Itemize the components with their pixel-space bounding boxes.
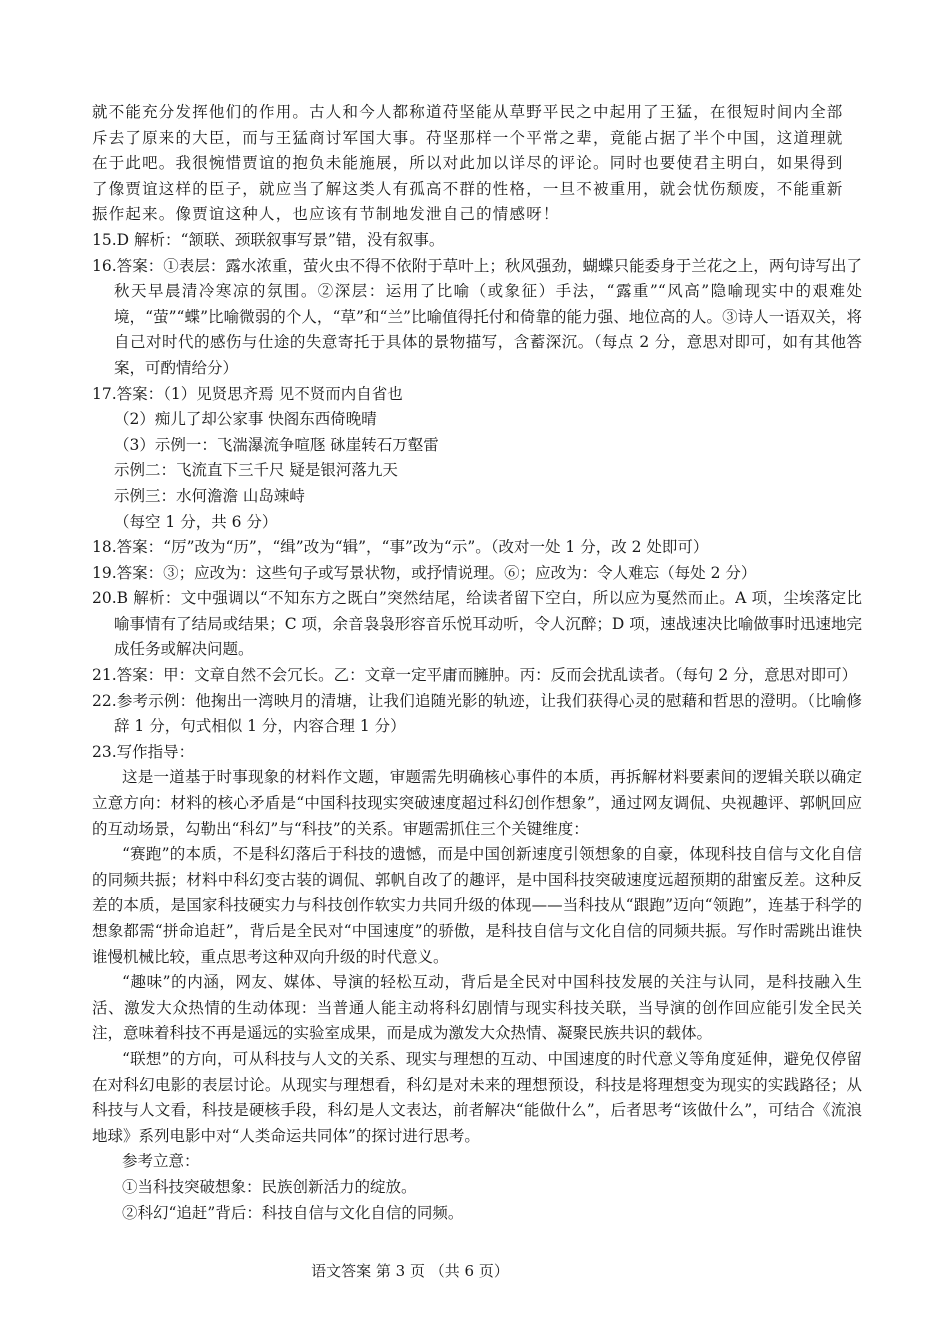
answer-23-paragraph: 这是一道基于时事现象的材料作文题，审题需先明确核心事件的本质，再拆解材料要素间的逻辑关联以确定立意方向：材料的核心矛盾是“中国科技现实突破速度超过科幻创作想象”，通过网友调侃、央视趣评、郭帆回应的互动场景，勾勒出“科幻”与“科技”的关系。审题需抓住三个关键维度： xyxy=(92,768,862,838)
page-footer xyxy=(0,1260,950,1281)
text-line: 在于此吧。我很惋惜贾谊的抱负未能施展，所以对此加以详尽的评论。同时也要使君主明白，如果得到 xyxy=(92,154,844,173)
answer-19: 19.答案：③；应改为：这些句子或写景状物，或抒情说理。⑥；应改为：令人难忘（每处 2 分） xyxy=(92,563,757,582)
answer-18: 18.答案：“厉”改为“历”，“缉”改为“辑”，“事”改为“示”。（改对一处 1 分，改 2 处即可） xyxy=(92,538,709,557)
answer-17-line: 示例三：水何澹澹 山岛竦峙 xyxy=(114,486,305,505)
text-line: 就不能充分发挥他们的作用。古人和今人都称道苻坚能从草野平民之中起用了王猛，在很短时间内全部 xyxy=(92,103,844,121)
answer-23-paragraph: “赛跑”的本质，不是科幻落后于科技的遗憾，而是中国创新速度引领想象的自豪，体现科技自信与文化自信的同频共振；材料中科幻变古装的调侃、郭帆自改了的趣评，是中国科技突破速度远超预期的甜蜜反差。这种反差的本质，是国家科技硬实力与科技创作软实力共同升级的体现——当科技从“跟跑”迈向“领跑”，连基于科学的想象都需“拼命追赶”，背后是全民对“中国速度”的骄傲，是科技自信与文化自信的同频共振。写作时需跳出谁快谁慢机械比较，重点思考这种双向升级的时代意义。 xyxy=(92,845,862,966)
answer-20: 20.B 解析：文中强调以“不知东方之既白”突然结尾，给读者留下空白，所以应为戛然而止。A 项，尘埃落定比喻事情有了结局或结果；C 项，余音袅袅形容音乐悦耳动听，令人沉醉；D 项，速战速决比喻做事时迅速地完成任务或解决问题。 xyxy=(92,589,862,659)
answer-23-paragraph: “联想”的方向，可从科技与人文的关系、现实与理想的互动、中国速度的时代意义等角度延伸，避免仅停留在对科幻电影的表层讨论。从现实与理想看，科幻是对未来的理想预设，科技是将理想变为现实的实践路径；从科技与人文看，科技是硬核手段，科幻是人文表达，前者解决“能做什么”，后者思考“该做什么”，可结合《流浪地球》系列电影中对“人类命运共同体”的探讨进行思考。 xyxy=(92,1049,862,1145)
answer-17-line: 17.答案：（1）见贤思齐焉 见不贤而内自省也 xyxy=(92,384,403,403)
answer-17 xyxy=(92,382,862,536)
answer-23-paragraph: “趣味”的内涵，网友、媒体、导演的轻松互动，背后是全民对中国科技发展的关注与认同，是科技融入生活、激发大众热情的生动体现：当普通人能主动将科幻剧情与现实科技关联，当导演的创作回应能引发全民关注，意味着科技不再是遥远的实验室成果，而是成为激发大众热情、凝聚民族共识的载体。 xyxy=(92,973,862,1043)
text-line: 了像贾谊这样的臣子，就应当了解这类人有孤高不群的性格，一旦不被重用，就会忧伤颓废，不能重新 xyxy=(92,179,844,198)
text-line: 振作起来。像贾谊这种人，也应该有节制地发泄自己的情感呀！ xyxy=(92,205,560,224)
answer-22: 22.参考示例：他掬出一湾映月的清塘，让我们追随光影的轨迹，让我们获得心灵的慰藉和哲思的澄明。（比喻修辞 1 分，句式相似 1 分，内容合理 1 分） xyxy=(92,691,862,736)
answer-16: 16.答案：①表层：露水浓重，萤火虫不得不依附于草叶上；秋风强劲，蝴蝶只能委身于兰花之上，两句诗写出了秋天早晨清冷寒凉的氛围。②深层：运用了比喻（或象征）手法，“露重”“风高”隐喻现实中的艰难处境，“萤”“蝶”比喻微弱的个人，“草”和“兰”比喻值得托付和倚靠的能力强、地位高的人。③诗人一语双关，将自己对时代的感伤与仕途的失意寄托于具体的景物描写，含蓄深沉。（每点 2 分，意思对即可，如有其他答案，可酌情给分） xyxy=(92,256,862,377)
text-line: 斥去了原来的大臣，而与王猛商讨军国大事。苻坚那样一个平常之辈，竟能占据了半个中国，这道理就 xyxy=(92,128,844,147)
reference-title: 参考立意： xyxy=(122,1152,200,1171)
answer-23-title: 23.写作指导： xyxy=(92,742,195,761)
answer-17-line: （每空 1 分，共 6 分） xyxy=(114,512,278,531)
answer-17-line: （3）示例一：飞湍瀑流争喧豗 砯崖转石万壑雷 xyxy=(114,435,439,454)
answer-15: 15.D 解析：“颔联、颈联叙事写景”错，没有叙事。 xyxy=(92,230,445,249)
answer-page xyxy=(92,100,862,1226)
reference-item: ①当科技突破想象：民族创新活力的绽放。 xyxy=(122,1177,417,1196)
page-number: 语文答案 第 3 页 （共 6 页） xyxy=(311,1262,509,1280)
reference-item: ②科幻“追赶”背后：科技自信与文化自信的同频。 xyxy=(122,1203,464,1222)
top-paragraph xyxy=(92,100,862,228)
answer-17-line: 示例二：飞流直下三千尺 疑是银河落九天 xyxy=(114,461,398,480)
answer-17-line: （2）痴儿了却公家事 快阁东西倚晚晴 xyxy=(114,410,377,429)
answer-21: 21.答案：甲：文章自然不会冗长。乙：文章一定平庸而臃肿。丙：反而会扰乱读者。（每句 2 分，意思对即可） xyxy=(92,666,858,685)
